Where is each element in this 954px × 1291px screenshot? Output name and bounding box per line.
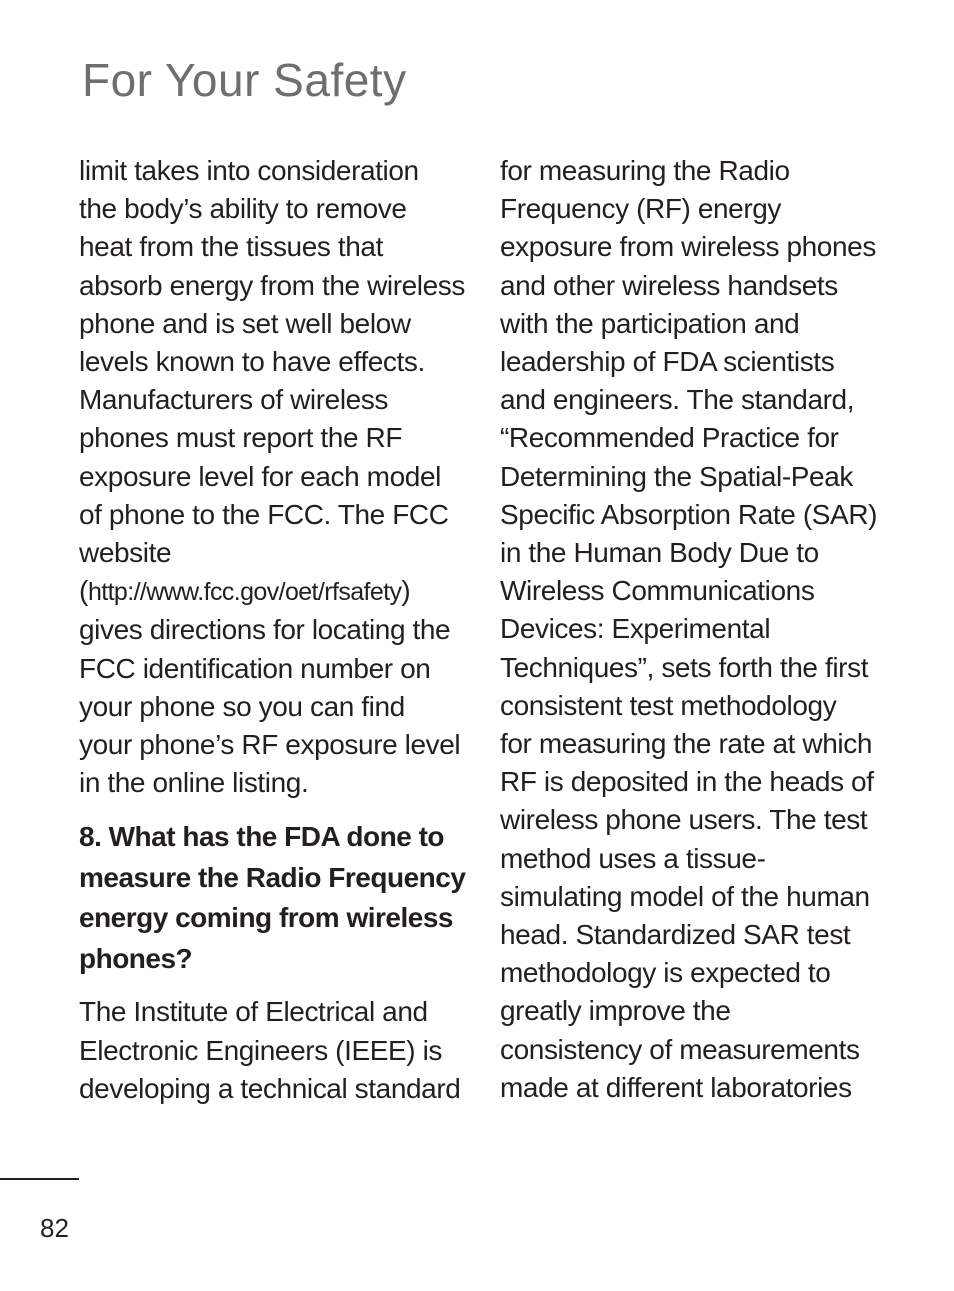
text-line: FCC identification number on [79,652,431,684]
text-line: Determining the Spatial-Peak [500,460,853,492]
text-line: levels known to have effects. [79,346,425,378]
text-line: consistent test methodology [500,689,837,721]
text-line: limit takes into consideration [79,155,419,186]
question-line: energy coming from wireless [79,902,453,934]
text-line: head. Standardized SAR test [500,919,851,951]
question-heading [79,817,471,979]
text-line: Wireless Communications [500,575,815,607]
text-line: for measuring the rate at which [500,728,873,760]
question-line: phones? [79,942,193,974]
url-open-paren: ( [79,575,88,607]
page-title: For Your Safety [82,54,407,106]
text-line: RF is deposited in the heads of [500,766,874,798]
text-line: exposure level for each model [79,460,441,492]
text-line: absorb energy from the wireless [79,269,465,301]
page-number: 82 [40,1213,69,1243]
text-line: methodology is expected to [500,957,831,989]
left-column [79,152,471,1108]
text-line: heat from the tissues that [79,231,383,263]
text-line: wireless phone users. The test [500,804,868,836]
text-line: Frequency (RF) energy [500,193,782,225]
text-line: Devices: Experimental [500,613,771,645]
url-close-paren: ) [401,575,411,607]
text-line: phone and is set well below [79,307,411,339]
text-line: Manufacturers of wireless [79,384,389,416]
text-line: method uses a tissue- [500,842,766,874]
text-line: phones must report the RF [79,422,403,454]
paragraph-ieee [79,993,471,1108]
text-line: your phone’s RF exposure level [79,729,461,761]
text-line: website [79,537,172,569]
text-line: greatly improve the [500,995,731,1027]
text-line: the body’s ability to remove [79,193,407,225]
text-line: made at different laboratories [500,1071,852,1103]
text-line: The Institute of Electrical and [79,996,428,1028]
footer-rule [0,1178,79,1180]
text-line: of phone to the FCC. The FCC [79,498,449,530]
right-column [500,152,892,1107]
text-line: in the online listing. [79,767,309,799]
text-line: simulating model of the human [500,880,870,912]
text-line: with the participation and [500,307,800,339]
text-line: “Recommended Practice for [500,422,839,454]
question-line: 8. What has the FDA done to [79,821,445,853]
text-line: exposure from wireless phones [500,231,876,263]
text-line: developing a technical standard [79,1072,461,1104]
text-line: consistency of measurements [500,1033,860,1065]
text-line: Specific Absorption Rate (SAR) [500,498,878,530]
text-line: Techniques”, sets forth the first [500,651,869,683]
text-line: gives directions for locating the [79,614,451,646]
text-line: and other wireless handsets [500,269,838,301]
text-line: leadership of FDA scientists [500,346,835,378]
paragraph-fcc-limit [79,152,471,802]
url-line [79,572,471,611]
fcc-url-link[interactable]: http://www.fcc.gov/oet/rfsafety [87,578,402,607]
text-line: your phone so you can find [79,690,405,722]
text-line: in the Human Body Due to [500,537,819,569]
text-line: Electronic Engineers (IEEE) is [79,1034,443,1066]
text-line: for measuring the Radio [500,155,790,186]
question-line: measure the Radio Frequency [79,861,466,893]
text-line: and engineers. The standard, [500,384,855,416]
